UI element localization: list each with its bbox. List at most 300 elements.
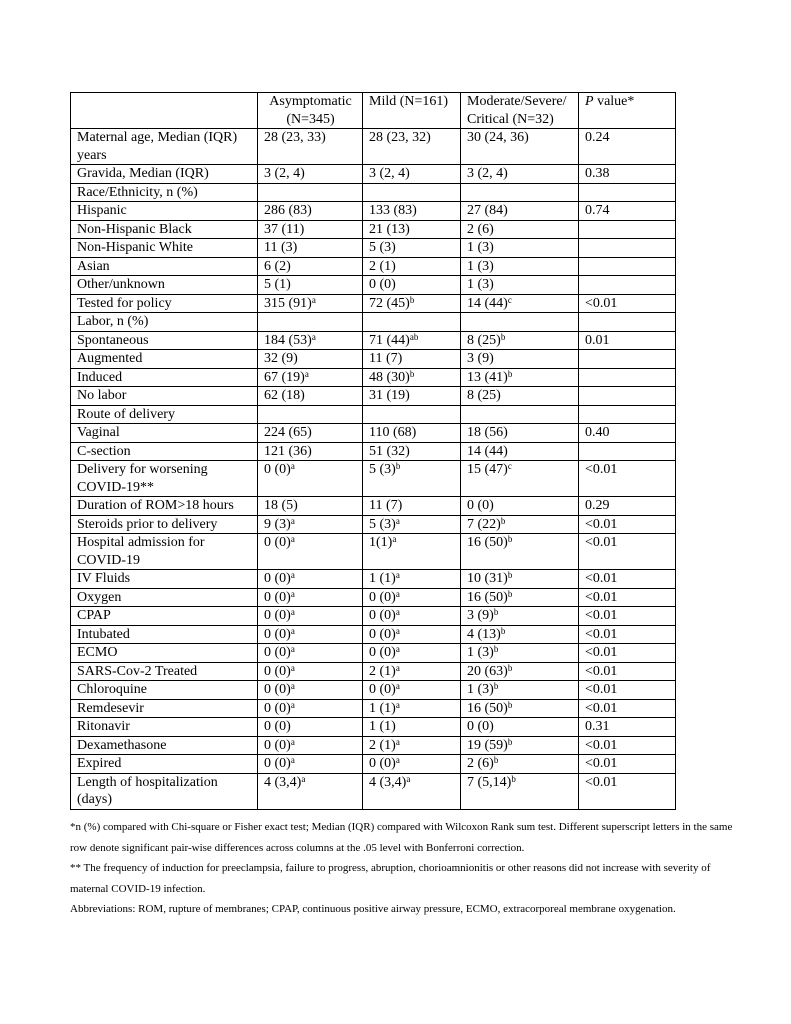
cell-asymptomatic	[258, 607, 363, 626]
cell-p-value	[579, 387, 676, 406]
cell-text: 0 (0)	[264, 571, 291, 586]
cell-text: Intubated	[77, 626, 130, 642]
cell-text: 67 (19)	[264, 369, 305, 385]
cell-text: 0 (0)	[264, 462, 291, 477]
cell-text: 0 (0)	[264, 608, 291, 623]
cell-label	[71, 662, 258, 681]
cell-moderate-severe-critical	[461, 257, 579, 276]
cell-text: 11 (7)	[369, 498, 403, 513]
cell-text: SARS-Cov-2 Treated	[77, 663, 198, 679]
cell-label	[71, 239, 258, 258]
cell-text: 7 (5,14)	[467, 774, 512, 790]
significance-superscript: a	[301, 773, 306, 784]
cell-text: 13 (41)	[467, 369, 508, 385]
cell-p-value	[579, 773, 676, 809]
cell-p-value	[579, 276, 676, 295]
cell-p-value	[579, 570, 676, 589]
cell-text: Non-Hispanic Black	[77, 221, 192, 237]
cell-text: 14 (44)	[467, 295, 508, 311]
significance-superscript: a	[290, 607, 295, 617]
cell-text: 5 (3)	[369, 240, 396, 255]
cell-text: 30 (24, 36)	[467, 130, 529, 145]
table-row	[71, 461, 676, 497]
significance-superscript: a	[290, 515, 295, 526]
cell-label	[71, 368, 258, 387]
cell-label	[71, 220, 258, 239]
table-row	[71, 607, 676, 626]
table-body	[71, 129, 676, 810]
significance-superscript: b	[493, 755, 499, 765]
cell-text: Ritonavir	[77, 719, 130, 734]
cell-p-value	[579, 257, 676, 276]
significance-superscript: a	[290, 662, 295, 673]
table-row	[71, 718, 676, 737]
table-row	[71, 773, 676, 809]
cell-asymptomatic	[258, 165, 363, 184]
cell-text: <0.01	[585, 608, 618, 623]
cell-mild	[363, 165, 461, 184]
significance-superscript: b	[507, 699, 513, 710]
cell-p-value	[579, 239, 676, 258]
cell-moderate-severe-critical	[461, 773, 579, 809]
cell-text: 1 (3)	[467, 682, 494, 697]
cell-text: <0.01	[585, 682, 618, 697]
cell-asymptomatic	[258, 588, 363, 607]
significance-superscript: a	[395, 662, 400, 673]
cell-text: 1 (1)	[369, 719, 396, 734]
cell-p-value	[579, 461, 676, 497]
cell-asymptomatic	[258, 202, 363, 221]
cell-asymptomatic	[258, 534, 363, 570]
cell-text: 18 (56)	[467, 425, 508, 440]
cell-text: Chloroquine	[77, 682, 147, 697]
cell-mild	[363, 313, 461, 332]
cell-text: 0.01	[585, 332, 610, 348]
cell-text: 4 (3,4)	[369, 774, 407, 790]
cell-text: Non-Hispanic White	[77, 240, 193, 255]
cell-text: 121 (36)	[264, 443, 312, 459]
cell-text: Spontaneous	[77, 332, 149, 348]
cell-text: 28 (23, 32)	[369, 130, 431, 145]
cell-asymptomatic	[258, 313, 363, 332]
cell-p-value	[579, 607, 676, 626]
cell-text: 20 (63)	[467, 663, 508, 679]
cell-moderate-severe-critical	[461, 276, 579, 295]
cell-mild	[363, 461, 461, 497]
cell-mild	[363, 183, 461, 202]
cell-text: 0.24	[585, 130, 610, 145]
cell-text: 0 (0)	[264, 719, 291, 734]
cell-label	[71, 570, 258, 589]
cell-text: Length of hospitalization (days)	[77, 774, 218, 807]
cell-text: <0.01	[585, 571, 618, 586]
cell-text: 0 (0)	[369, 645, 396, 660]
cell-mild	[363, 294, 461, 313]
header-cell-p-value: P value*	[579, 93, 676, 129]
cell-label	[71, 424, 258, 443]
cell-text: 5 (3)	[369, 516, 396, 532]
cell-asymptomatic	[258, 276, 363, 295]
cell-text: 0 (0)	[264, 535, 291, 550]
cell-text: 0 (0)	[264, 737, 291, 753]
cell-text: 1 (1)	[369, 571, 396, 586]
cell-text: 286 (83)	[264, 203, 312, 218]
significance-superscript: a	[392, 534, 397, 544]
header-cell-moderate-severe-critical: Moderate/Severe/ Critical (N=32)	[461, 93, 579, 129]
cell-label	[71, 313, 258, 332]
cell-text: 16 (50)	[467, 535, 508, 550]
significance-superscript: b	[493, 607, 499, 617]
cell-text: 184 (53)	[264, 332, 312, 348]
cell-text: 71 (44)	[369, 332, 410, 348]
cell-mild	[363, 625, 461, 644]
cell-mild	[363, 350, 461, 369]
table-row	[71, 588, 676, 607]
footnote-induction: ** The frequency of induction for preeclampsia, failure to progress, abruption, chorioamnionitis or other reasons did not increase with severity of maternal COVID-19 infection.	[70, 862, 711, 895]
cell-p-value	[579, 183, 676, 202]
cell-p-value	[579, 515, 676, 534]
table-row	[71, 662, 676, 681]
cell-mild	[363, 534, 461, 570]
cell-text: 0 (0)	[264, 682, 291, 697]
table-row	[71, 736, 676, 755]
cell-text: ECMO	[77, 645, 118, 660]
significance-superscript: c	[507, 294, 512, 305]
cell-text: <0.01	[585, 589, 618, 605]
cell-moderate-severe-critical	[461, 165, 579, 184]
table-row	[71, 625, 676, 644]
cell-text: 27 (84)	[467, 203, 508, 218]
significance-superscript: c	[507, 461, 512, 471]
cell-text: C-section	[77, 443, 131, 459]
cell-text: <0.01	[585, 774, 618, 790]
cell-label	[71, 276, 258, 295]
cell-text: <0.01	[585, 295, 618, 311]
cell-mild	[363, 773, 461, 809]
cell-label	[71, 165, 258, 184]
cell-text: 3 (9)	[467, 351, 494, 366]
cell-moderate-severe-critical	[461, 368, 579, 387]
cell-mild	[363, 497, 461, 516]
significance-superscript: a	[290, 755, 295, 765]
table-header-row	[71, 93, 676, 129]
footnote-statistics: *n (%) compared with Chi-square or Fisher exact test; Median (IQR) compared with Wilcoxon Rank sum test. Different superscript letters in the same row denote significant pair-wise differences across columns at the .05 level with Bonferroni correction.	[70, 821, 733, 854]
cell-moderate-severe-critical	[461, 129, 579, 165]
cell-text: 9 (3)	[264, 516, 291, 532]
cell-asymptomatic	[258, 662, 363, 681]
cell-p-value	[579, 405, 676, 424]
cell-p-value	[579, 220, 676, 239]
cell-text: Route of delivery	[77, 406, 175, 422]
cell-mild	[363, 257, 461, 276]
cell-text: 2 (6)	[467, 756, 494, 771]
cell-text: 14 (44)	[467, 443, 508, 459]
cell-text: Race/Ethnicity, n (%)	[77, 184, 198, 200]
table-row	[71, 220, 676, 239]
cell-text: 0 (0)	[264, 756, 291, 771]
table-row	[71, 515, 676, 534]
significance-superscript: a	[290, 588, 295, 599]
cell-label	[71, 607, 258, 626]
cell-text: 0 (0)	[467, 498, 494, 513]
cell-text: Remdesevir	[77, 700, 144, 716]
cell-text: 1(1)	[369, 535, 393, 550]
table-row	[71, 183, 676, 202]
cell-text: 0 (0)	[369, 756, 396, 771]
cell-text: 0 (0)	[369, 682, 396, 697]
cell-text: <0.01	[585, 756, 618, 771]
significance-superscript: b	[500, 625, 506, 636]
cell-moderate-severe-critical	[461, 588, 579, 607]
cell-label	[71, 497, 258, 516]
table-row	[71, 755, 676, 774]
cell-text: 16 (50)	[467, 700, 508, 716]
table-row	[71, 644, 676, 663]
cell-moderate-severe-critical	[461, 625, 579, 644]
cell-text: 31 (19)	[369, 388, 410, 403]
significance-superscript: b	[507, 588, 513, 599]
cell-label	[71, 405, 258, 424]
cell-label	[71, 331, 258, 350]
cell-label	[71, 129, 258, 165]
cell-text: 0 (0)	[369, 589, 396, 605]
significance-superscript: b	[507, 736, 513, 747]
significance-superscript: ab	[409, 331, 419, 342]
cell-moderate-severe-critical	[461, 461, 579, 497]
cell-text: <0.01	[585, 462, 618, 477]
cell-asymptomatic	[258, 570, 363, 589]
cell-text: Augmented	[77, 351, 143, 366]
cell-p-value	[579, 424, 676, 443]
cell-text: 1 (3)	[467, 277, 494, 292]
table-row	[71, 534, 676, 570]
cell-moderate-severe-critical	[461, 442, 579, 461]
cell-label	[71, 442, 258, 461]
cell-text: 0.31	[585, 719, 610, 734]
cell-text: Vaginal	[77, 425, 120, 440]
footnote-abbreviations: Abbreviations: ROM, rupture of membranes; CPAP, continuous positive airway pressure, ECMO, extracorporeal membrane oxygenation.	[70, 903, 676, 915]
cell-mild	[363, 368, 461, 387]
significance-superscript: a	[395, 699, 400, 710]
cell-mild	[363, 699, 461, 718]
cell-p-value	[579, 129, 676, 165]
cell-label	[71, 461, 258, 497]
cell-mild	[363, 736, 461, 755]
cell-moderate-severe-critical	[461, 424, 579, 443]
cell-p-value	[579, 368, 676, 387]
cell-p-value	[579, 662, 676, 681]
significance-superscript: b	[507, 570, 513, 580]
cell-label	[71, 294, 258, 313]
cell-text: Oxygen	[77, 589, 122, 605]
cell-mild	[363, 662, 461, 681]
cell-mild	[363, 387, 461, 406]
cell-p-value	[579, 718, 676, 737]
cell-text: 224 (65)	[264, 425, 312, 440]
significance-superscript: a	[290, 570, 295, 580]
cell-p-value	[579, 681, 676, 700]
cell-text: 3 (9)	[467, 608, 494, 623]
cell-text: 51 (32)	[369, 443, 410, 459]
cell-text: 110 (68)	[369, 425, 417, 440]
significance-superscript: a	[395, 625, 400, 636]
cell-mild	[363, 755, 461, 774]
cell-mild	[363, 588, 461, 607]
cell-asymptomatic	[258, 424, 363, 443]
table-row	[71, 681, 676, 700]
cell-asymptomatic	[258, 257, 363, 276]
cell-text: 16 (50)	[467, 589, 508, 605]
cell-moderate-severe-critical	[461, 644, 579, 663]
significance-superscript: a	[290, 625, 295, 636]
significance-superscript: a	[290, 534, 295, 544]
cell-asymptomatic	[258, 442, 363, 461]
cell-mild	[363, 607, 461, 626]
significance-superscript: b	[493, 681, 499, 691]
cell-p-value	[579, 588, 676, 607]
cell-label	[71, 718, 258, 737]
cell-asymptomatic	[258, 183, 363, 202]
header-cell-blank	[71, 93, 258, 129]
cell-label	[71, 588, 258, 607]
cell-label	[71, 183, 258, 202]
significance-superscript: a	[395, 644, 400, 654]
cell-label	[71, 736, 258, 755]
cell-moderate-severe-critical	[461, 405, 579, 424]
table-row	[71, 313, 676, 332]
cell-text: Expired	[77, 756, 122, 771]
cell-text: Maternal age, Median (IQR) years	[77, 130, 238, 163]
table-row	[71, 331, 676, 350]
cell-text: 133 (83)	[369, 203, 417, 218]
cell-text: <0.01	[585, 663, 618, 679]
cell-asymptomatic	[258, 405, 363, 424]
cell-text: 0.40	[585, 425, 610, 440]
cell-moderate-severe-critical	[461, 534, 579, 570]
cell-text: <0.01	[585, 626, 618, 642]
cell-text: 7 (22)	[467, 516, 501, 532]
significance-superscript: b	[395, 461, 401, 471]
cell-text: Induced	[77, 369, 123, 385]
cell-text: 4 (13)	[467, 626, 501, 642]
header-cell-asymptomatic: Asymptomatic (N=345)	[258, 93, 363, 129]
cell-label	[71, 699, 258, 718]
table-row	[71, 699, 676, 718]
cell-label	[71, 534, 258, 570]
cell-asymptomatic	[258, 699, 363, 718]
significance-superscript: b	[409, 368, 415, 379]
significance-superscript: a	[290, 644, 295, 654]
table-row	[71, 405, 676, 424]
cell-moderate-severe-critical	[461, 350, 579, 369]
cell-moderate-severe-critical	[461, 183, 579, 202]
significance-superscript: a	[406, 773, 411, 784]
significance-superscript: b	[493, 644, 499, 654]
cell-p-value	[579, 644, 676, 663]
cell-moderate-severe-critical	[461, 699, 579, 718]
cell-moderate-severe-critical	[461, 220, 579, 239]
cell-asymptomatic	[258, 625, 363, 644]
cell-text: 32 (9)	[264, 351, 298, 366]
cell-text: 0.74	[585, 203, 610, 218]
cell-text: 11 (3)	[264, 240, 298, 255]
significance-superscript: a	[290, 681, 295, 691]
cell-mild	[363, 405, 461, 424]
cell-moderate-severe-critical	[461, 202, 579, 221]
cell-text: Asian	[77, 258, 110, 274]
significance-superscript: a	[395, 736, 400, 747]
cell-p-value	[579, 331, 676, 350]
cell-text: <0.01	[585, 737, 618, 753]
p-label: P	[585, 94, 594, 109]
significance-superscript: b	[409, 294, 415, 305]
significance-superscript: a	[311, 294, 316, 305]
cell-mild	[363, 239, 461, 258]
cell-text: 0 (0)	[264, 645, 291, 660]
cell-p-value	[579, 294, 676, 313]
cell-p-value	[579, 165, 676, 184]
cell-moderate-severe-critical	[461, 331, 579, 350]
cell-text: 2 (6)	[467, 221, 494, 237]
cell-text: 48 (30)	[369, 369, 410, 385]
cell-text: 21 (13)	[369, 221, 410, 237]
cell-text: 6 (2)	[264, 258, 291, 274]
cell-asymptomatic	[258, 644, 363, 663]
cell-label	[71, 755, 258, 774]
cell-text: 2 (1)	[369, 258, 396, 274]
cell-mild	[363, 331, 461, 350]
cell-mild	[363, 681, 461, 700]
cell-label	[71, 625, 258, 644]
cell-text: 315 (91)	[264, 295, 312, 311]
significance-superscript: a	[290, 699, 295, 710]
cell-mild	[363, 424, 461, 443]
cell-moderate-severe-critical	[461, 387, 579, 406]
cell-moderate-severe-critical	[461, 497, 579, 516]
cell-text: Hispanic	[77, 203, 127, 218]
cell-asymptomatic	[258, 736, 363, 755]
significance-superscript: b	[507, 662, 513, 673]
cell-asymptomatic	[258, 681, 363, 700]
significance-superscript: a	[395, 755, 400, 765]
cell-asymptomatic	[258, 220, 363, 239]
table-row	[71, 424, 676, 443]
cell-text: 0 (0)	[369, 277, 396, 292]
cell-mild	[363, 220, 461, 239]
cell-p-value	[579, 699, 676, 718]
cell-asymptomatic	[258, 497, 363, 516]
significance-superscript: b	[507, 368, 513, 379]
table-row	[71, 368, 676, 387]
cell-moderate-severe-critical	[461, 662, 579, 681]
table-row	[71, 276, 676, 295]
cell-text: 28 (23, 33)	[264, 130, 326, 145]
cell-asymptomatic	[258, 331, 363, 350]
cell-text: 0 (0)	[264, 589, 291, 605]
significance-superscript: a	[290, 461, 295, 471]
cell-asymptomatic	[258, 718, 363, 737]
cell-asymptomatic	[258, 368, 363, 387]
cell-text: 8 (25)	[467, 388, 501, 403]
cell-text: Duration of ROM>18 hours	[77, 498, 234, 513]
cell-text: <0.01	[585, 516, 618, 532]
significance-superscript: a	[395, 570, 400, 580]
cell-mild	[363, 515, 461, 534]
cell-text: Tested for policy	[77, 295, 172, 311]
table-row	[71, 442, 676, 461]
cell-text: 72 (45)	[369, 295, 410, 311]
cell-text: 0 (0)	[369, 608, 396, 623]
